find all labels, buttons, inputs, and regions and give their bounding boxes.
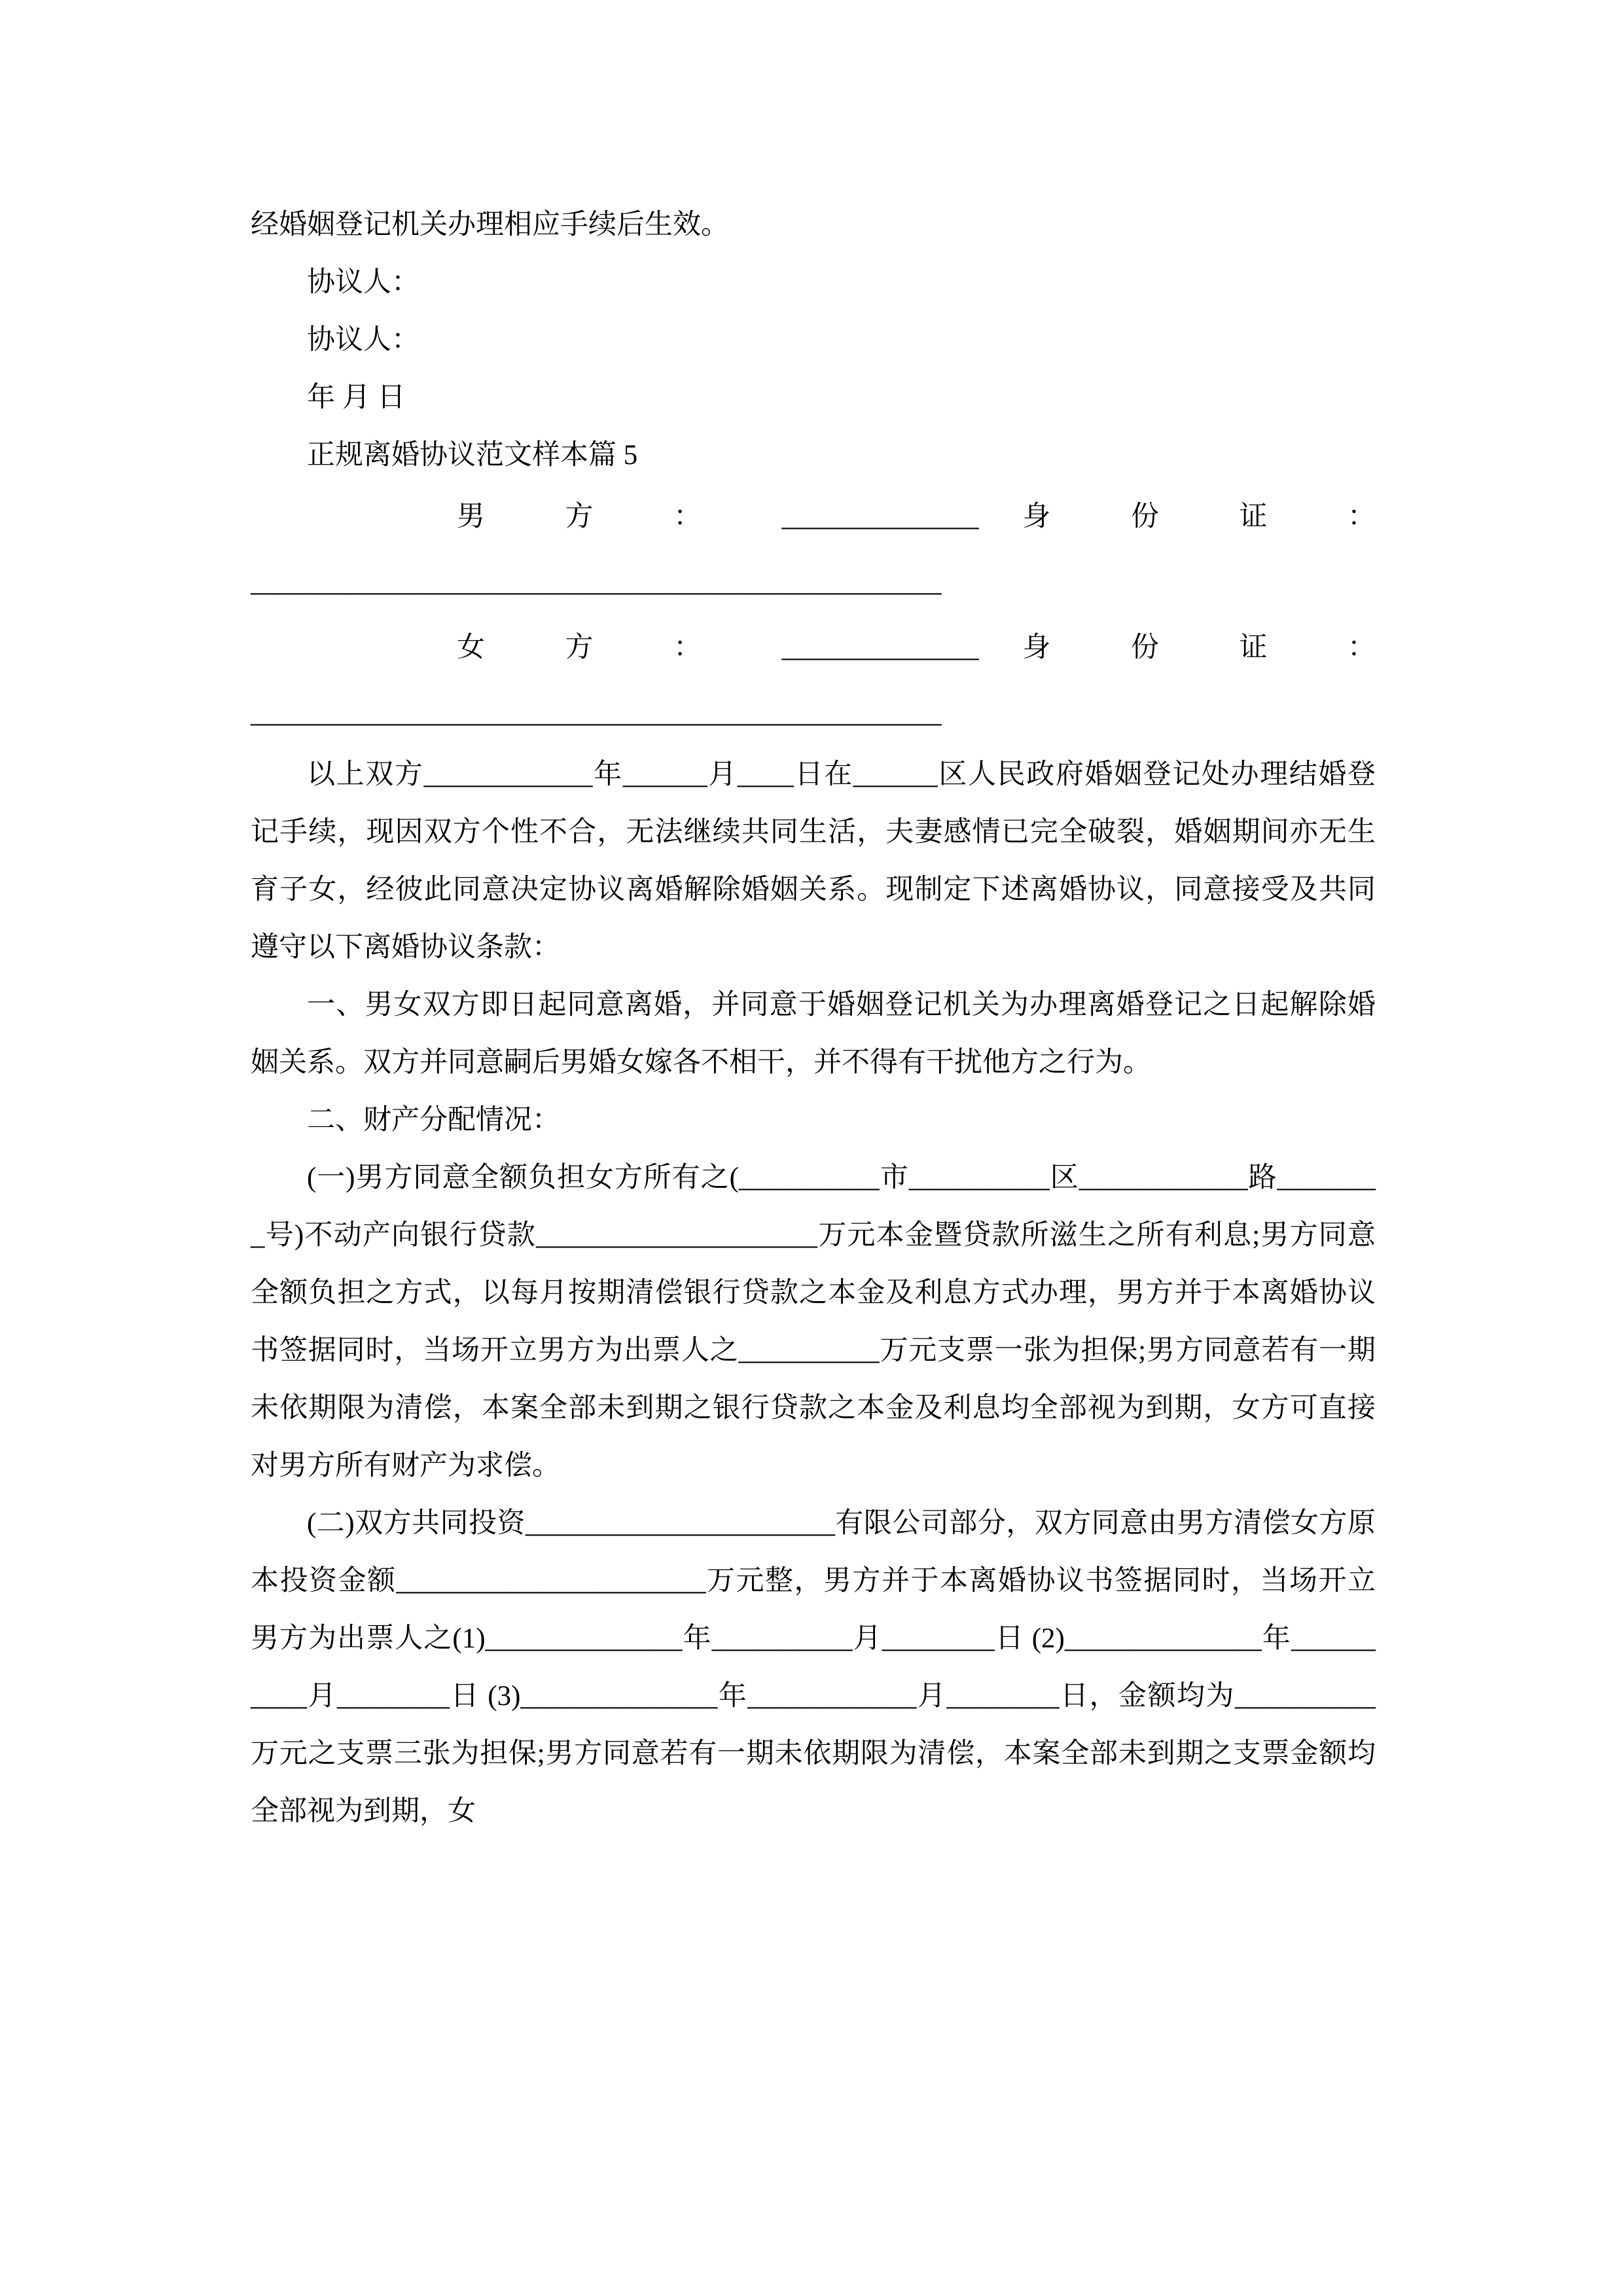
- intro-paragraph: 以上双方____________年______月____日在______区人民政府婚姻登记处办理结婚登记手续，现因双方个性不合，无法继续共同生活，夫妻感情已完全破裂，婚姻期间亦无生育子女，经彼此同意决定协议离婚解除婚姻关系。现制定下述离婚协议，同意接受及共同遵守以下离婚协议条款：: [251, 759, 1376, 963]
- husband-id-line: 男 方 ： ______________ 身 份 证 ：: [457, 501, 1376, 532]
- clause-1: 一、男女双方即日起同意离婚，并同意于婚姻登记机关为办理离婚登记之日起解除婚姻关系。双方并同意嗣后男婚女嫁各不相干，并不得有干扰他方之行为。: [251, 990, 1376, 1078]
- wife-id-line: 女 方 ： ______________ 身 份 证 ：: [457, 632, 1376, 663]
- clause-2-item-1: (一)男方同意全额负担女方所有之(__________市__________区____________路________号)不动产向银行贷款____________________万元本金暨贷款所滋生之所有利息;男方同意全额负担之方式，以每月按期清偿银行贷款之本金及利息方式办理，男方并于本离婚协议书签据同时，当场开立男方为出票人之__________万元支票一张为担保;男方同意若有一期未依期限为清偿，本案全部未到期之银行贷款之本金及利息均全部视为到期，女方可直接对男方所有财产为求偿。: [251, 1162, 1376, 1481]
- sample-title: 正规离婚协议范文样本篇 5: [307, 440, 638, 471]
- party-line-1: 协议人：: [307, 267, 419, 298]
- husband-id-underline: ________________________________________________: [251, 567, 942, 598]
- clause-2-item-2: (二)双方共同投资______________________有限公司部分，双方同意由男方清偿女方原本投资金额______________________万元整，男方并于本离婚协议书签据同时，当场开立男方为出票人之(1)______________年__________月________日 (2)______________年__________月________日 (3)______________年____________月________日，金额均为__________万元之支票三张为担保;男方同意若有一期未依期限为清偿，本案全部未到期之支票金额均全部视为到期，女: [251, 1508, 1376, 1827]
- date-line: 年 月 日: [307, 382, 406, 413]
- document-body: [251, 196, 1376, 1840]
- effective-clause-line: 经婚姻登记机关办理相应手续后生效。: [251, 209, 729, 240]
- party-line-2: 协议人：: [307, 325, 419, 355]
- wife-id-underline: ________________________________________________: [251, 698, 942, 728]
- clause-2-heading: 二、财产分配情况：: [307, 1105, 560, 1136]
